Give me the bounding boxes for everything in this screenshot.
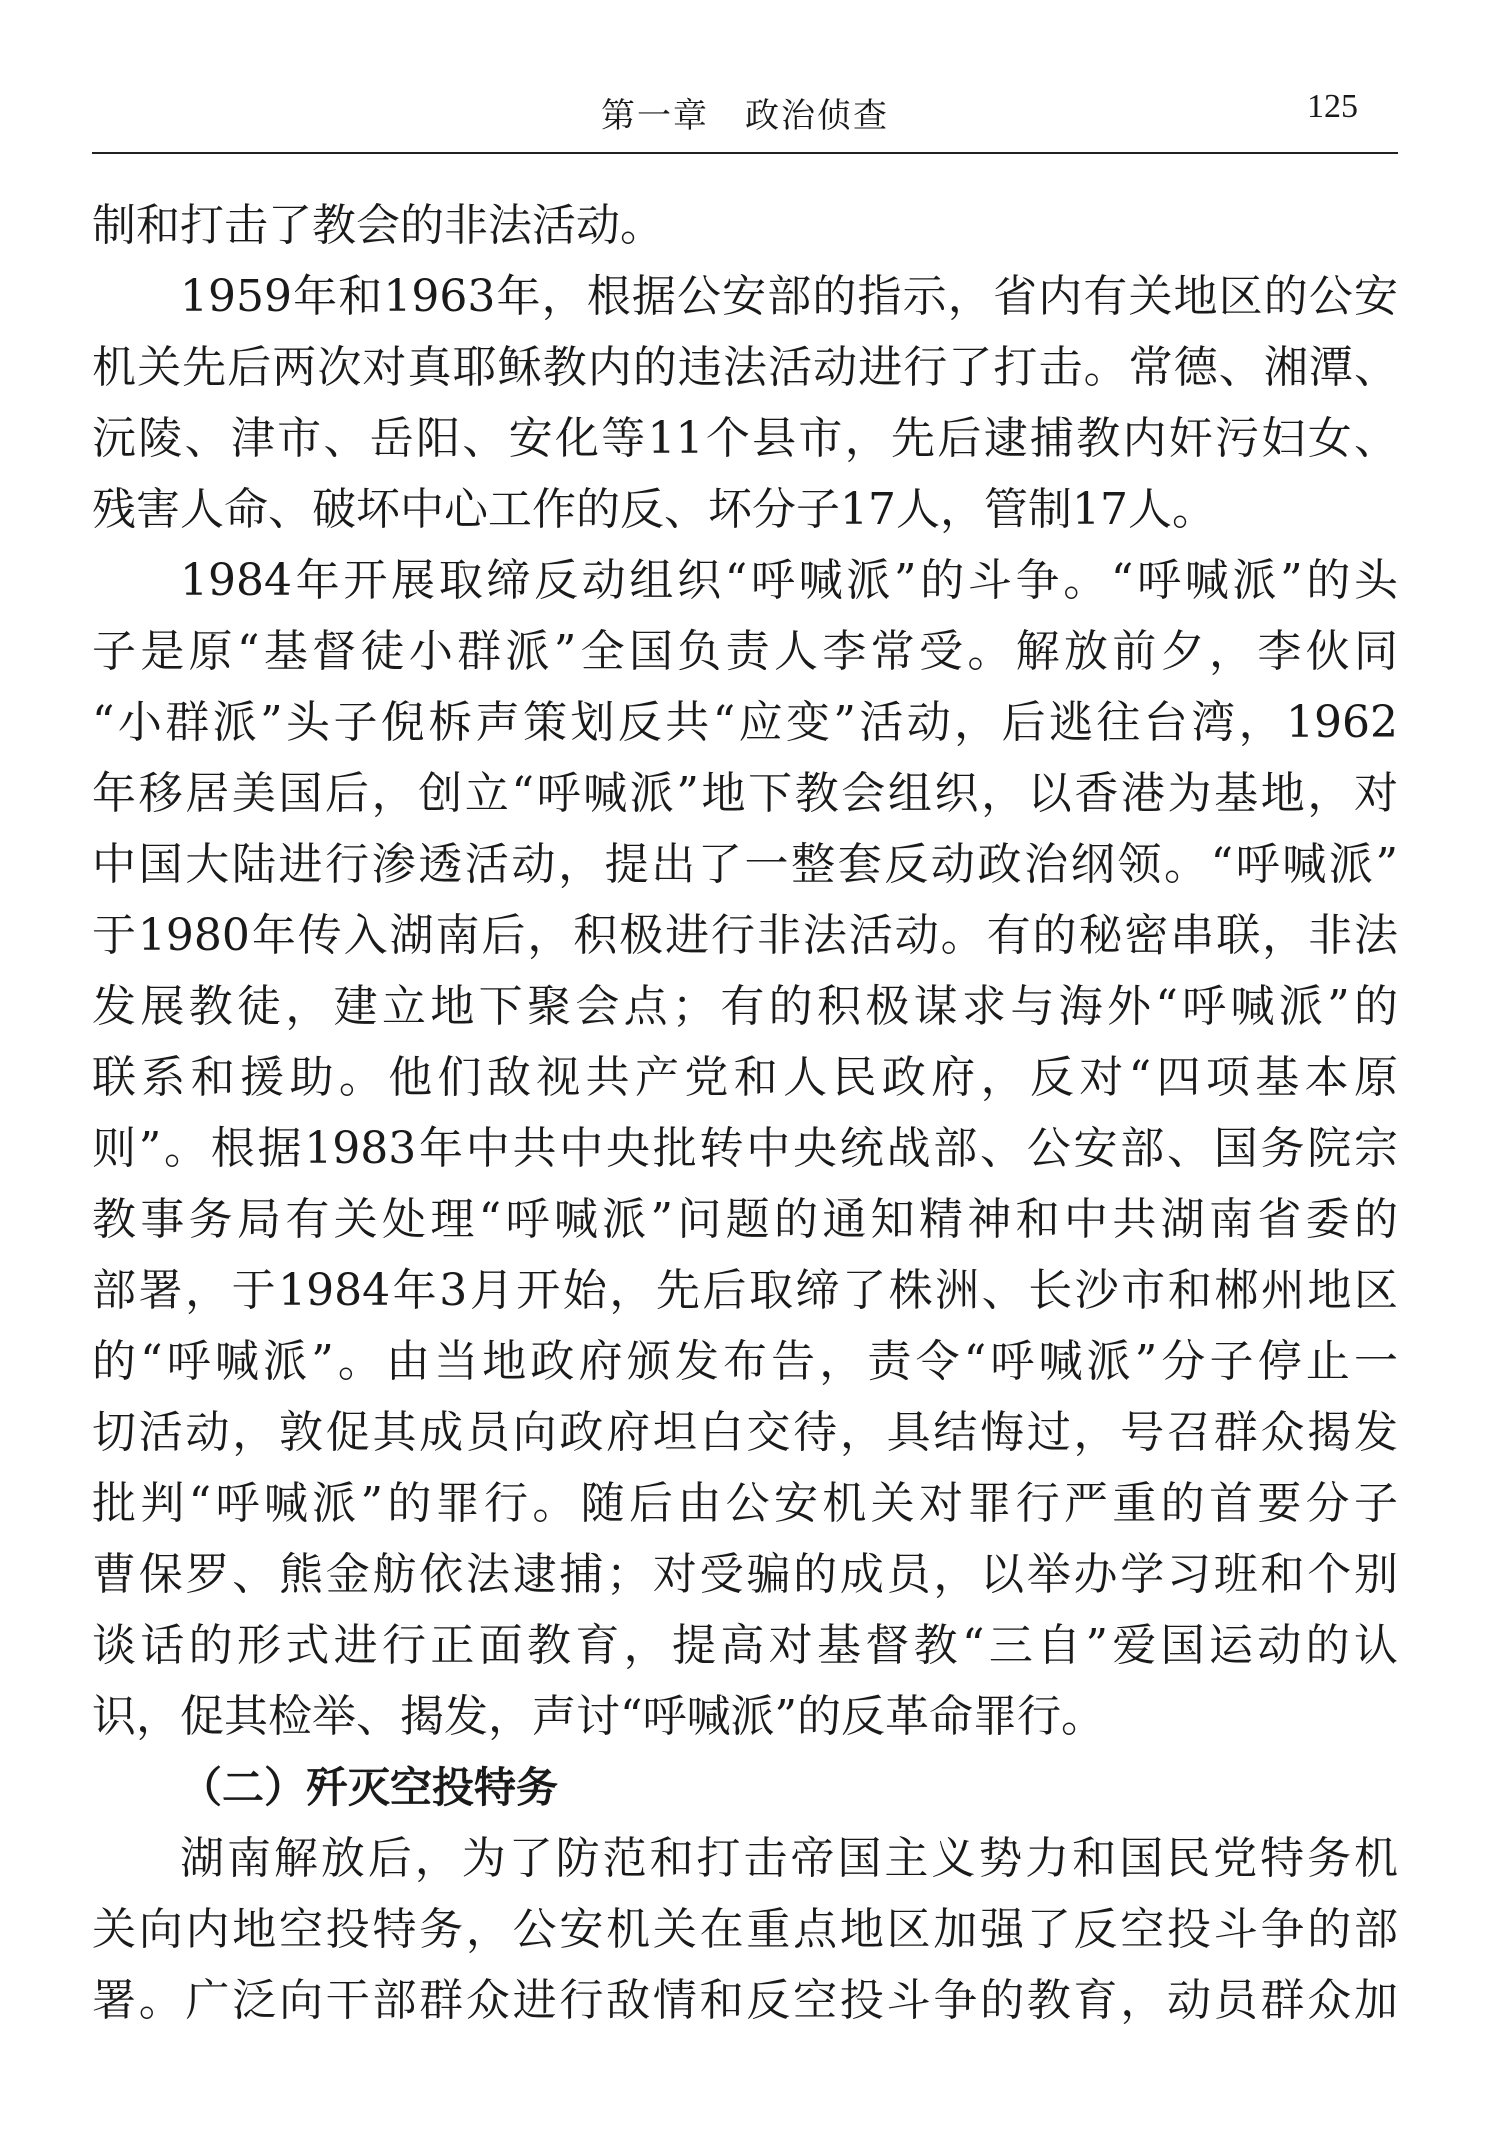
text-line: 残害人命、破坏中心工作的反、坏分子17人，管制17人。 xyxy=(92,484,1216,535)
page-body xyxy=(92,190,1398,2036)
text-line: 年移居美国后，创立“呼喊派”地下教会组织，以香港为基地，对 xyxy=(92,768,1398,819)
page-number: 125 xyxy=(1307,88,1358,125)
text-line: 1984年开展取缔反动组织“呼喊派”的斗争。“呼喊派”的头 xyxy=(180,555,1398,606)
text-line: 谈话的形式进行正面教育，提高对基督教“三自”爱国运动的认 xyxy=(92,1620,1398,1671)
text-line: 则”。根据1983年中共中央批转中央统战部、公安部、国务院宗 xyxy=(92,1123,1398,1174)
text-line: 沅陵、津市、岳阳、安化等11个县市，先后逮捕教内奸污妇女、 xyxy=(92,413,1398,464)
running-header xyxy=(92,80,1398,154)
text-line: 关向内地空投特务，公安机关在重点地区加强了反空投斗争的部 xyxy=(92,1904,1398,1955)
text-line: 识，促其检举、揭发，声讨“呼喊派”的反革命罪行。 xyxy=(92,1691,1105,1742)
text-line: 批判“呼喊派”的罪行。随后由公安机关对罪行严重的首要分子 xyxy=(92,1478,1398,1529)
chapter-title: 第一章 政治侦查 xyxy=(601,96,889,136)
text-line: 湖南解放后，为了防范和打击帝国主义势力和国民党特务机 xyxy=(180,1833,1398,1884)
text-line: 署。广泛向干部群众进行敌情和反空投斗争的教育，动员群众加 xyxy=(92,1975,1398,2026)
text-line: 子是原“基督徒小群派”全国负责人李常受。解放前夕，李伙同 xyxy=(92,626,1398,677)
text-line: 联系和援助。他们敌视共产党和人民政府，反对“四项基本原 xyxy=(92,1052,1398,1103)
text-line: 切活动，敦促其成员向政府坦白交待，具结悔过，号召群众揭发 xyxy=(92,1407,1398,1458)
text-line: 发展教徒，建立地下聚会点；有的积极谋求与海外“呼喊派”的 xyxy=(92,981,1398,1032)
text-line: 曹保罗、熊金舫依法逮捕；对受骗的成员，以举办学习班和个别 xyxy=(92,1549,1398,1600)
text-line: 的“呼喊派”。由当地政府颁发布告，责令“呼喊派”分子停止一 xyxy=(92,1336,1398,1387)
text-line: 中国大陆进行渗透活动，提出了一整套反动政治纲领。“呼喊派” xyxy=(92,839,1398,890)
text-line: 制和打击了教会的非法活动。 xyxy=(92,200,664,251)
text-line: 机关先后两次对真耶稣教内的违法活动进行了打击。常德、湘潭、 xyxy=(92,342,1398,393)
text-line: 部署，于1984年3月开始，先后取缔了株洲、长沙市和郴州地区 xyxy=(92,1265,1398,1316)
text-line: 教事务局有关处理“呼喊派”问题的通知精神和中共湖南省委的 xyxy=(92,1194,1398,1245)
text-line: “小群派”头子倪柝声策划反共“应变”活动，后逃往台湾，1962 xyxy=(92,697,1398,748)
text-line: 1959年和1963年，根据公安部的指示，省内有关地区的公安 xyxy=(180,271,1398,322)
text-line: 于1980年传入湖南后，积极进行非法活动。有的秘密串联，非法 xyxy=(92,910,1398,961)
section-heading: （二）歼灭空投特务 xyxy=(180,1763,559,1812)
